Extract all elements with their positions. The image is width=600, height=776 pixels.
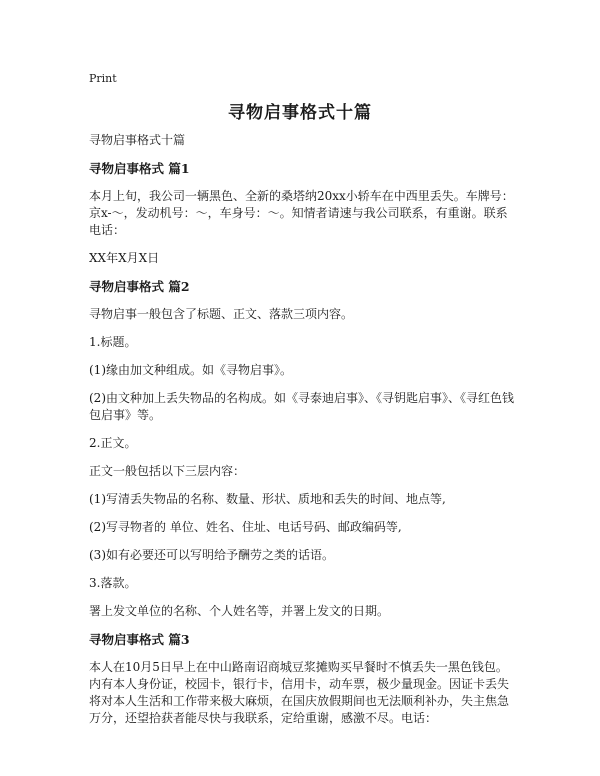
date-line: XX年X月X日 [89, 251, 160, 265]
paragraph: 寻物启事一般包含了标题、正文、落款三项内容。 [89, 307, 354, 321]
section-heading-1: 寻物启事格式 篇1 [89, 161, 190, 176]
paragraph: 署上发文单位的名称、个人姓名等，并署上发文的日期。 [89, 604, 390, 618]
paragraph: 3.落款。 [89, 576, 137, 590]
page-title: 寻物启事格式十篇 [228, 103, 372, 123]
section-heading-3: 寻物启事格式 篇3 [89, 632, 190, 647]
paragraph: 本人在10月5日早上在中山路南诏商城豆浆摊购买早餐时不慎丢失一黑色钱包。内有本人身份证，校园卡，银行卡，信用卡，动车票，极少量现金。因证卡丢失将对本人生活和工作带来极大麻烦，在国庆放假期间也无法顺利补办，失主焦急万分，还望拾获者能尽快与我联系，定给重谢，感激不尽。电话： [89, 660, 510, 725]
document-body [89, 132, 517, 738]
intro-text: 寻物启事格式十篇 [89, 133, 186, 147]
paragraph: 正文一般包括以下三层内容： [89, 464, 246, 478]
paragraph: (2)写寻物者的 单位、姓名、住址、电话号码、邮政编码等, [89, 520, 402, 534]
paragraph: 1.标题。 [89, 335, 137, 349]
paragraph: 本月上旬，我公司一辆黑色、全新的桑塔纳20xx小轿车在中西里丢失。车牌号：京x-～，发动机号：～，车身号：～。知情者请速与我公司联系，有重谢。联系电话： [89, 189, 514, 237]
paragraph: (3)如有必要还可以写明给予酬劳之类的话语。 [89, 548, 334, 562]
paragraph: (2)由文种加上丢失物品的名构成。如《寻泰迪启事》、《寻钥匙启事》、《寻红色钱包启事》等。 [89, 391, 515, 422]
print-label: Print [89, 72, 117, 85]
section-heading-2: 寻物启事格式 篇2 [89, 279, 190, 294]
paragraph: (1)写清丢失物品的名称、数量、形状、质地和丢失的时间、地点等, [89, 492, 446, 506]
paragraph: (1)缘由加文种组成。如《寻物启事》。 [89, 363, 292, 377]
paragraph: 2.正文。 [89, 436, 137, 450]
